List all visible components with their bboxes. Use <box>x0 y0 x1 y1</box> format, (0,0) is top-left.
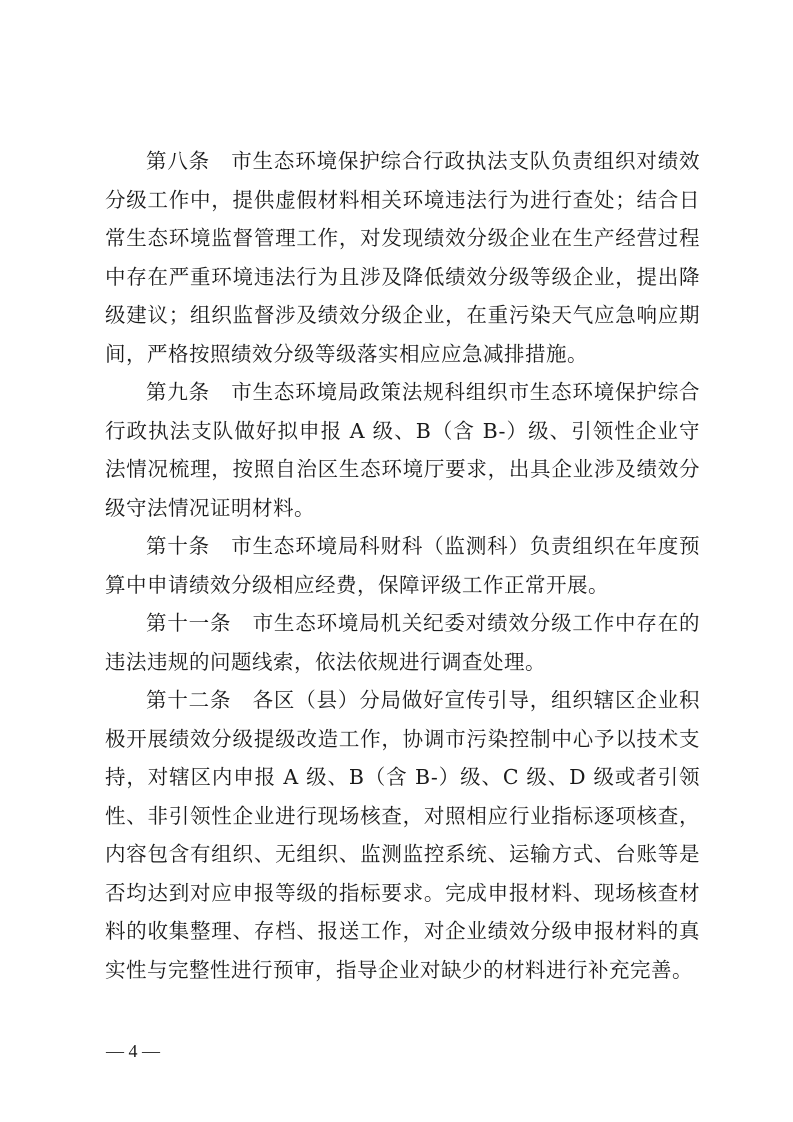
article-heading: 第九条 <box>146 380 210 404</box>
article-11-paragraph <box>105 604 700 681</box>
article-text: 市生态环境局科财科（监测科）负责组织在年度预算中申请绩效分级相应经费，保障评级工作正常开展。 <box>105 534 701 597</box>
article-12-paragraph <box>105 681 700 989</box>
article-text: 市生态环境保护综合行政执法支队负责组织对绩效分级工作中，提供虚假材料相关环境违法行为进行查处；结合日常生态环境监督管理工作，对发现绩效分级企业在生产经营过程中存在严重环境违法行为且涉及降低绩效分级等级企业，提出降级建议；组织监督涉及绩效分级企业，在重污染天气应急响应期间，严格按照绩效分级等级落实相应应急减排措施。 <box>105 149 701 366</box>
article-9-paragraph <box>105 373 700 527</box>
article-heading: 第八条 <box>146 149 210 173</box>
article-heading: 第十二条 <box>146 688 232 712</box>
article-10-paragraph <box>105 527 700 604</box>
article-text: 市生态环境局政策法规科组织市生态环境保护综合行政执法支队做好拟申报 A 级、B（含 B-）级、引领性企业守法情况梳理，按照自治区生态环境厅要求，出具企业涉及绩效分级守法情况证明材料。 <box>105 380 701 520</box>
page-number: — 4 — <box>106 1041 160 1061</box>
article-text: 各区（县）分局做好宣传引导，组织辖区企业积极开展绩效分级提级改造工作，协调市污染控制中心予以技术支持，对辖区内申报 A 级、B（含 B-）级、C 级、D 级或者引领性、非引领性企业进行现场核查，对照相应行业指标逐项核查，内容包含有组织、无组织、监测监控系统、运输方式、台账等是否均达到对应申报等级的指标要求。完成申报材料、现场核查材料的收集整理、存档、报送工作，对企业绩效分级申报材料的真实性与完整性进行预审，指导企业对缺少的材料进行补充完善。 <box>105 688 701 982</box>
article-heading: 第十条 <box>146 534 210 558</box>
article-8-paragraph <box>105 142 700 373</box>
article-heading: 第十一条 <box>146 611 232 635</box>
article-text: 市生态环境局机关纪委对绩效分级工作中存在的违法违规的问题线索，依法依规进行调查处理。 <box>105 611 701 674</box>
document-body <box>105 142 700 989</box>
